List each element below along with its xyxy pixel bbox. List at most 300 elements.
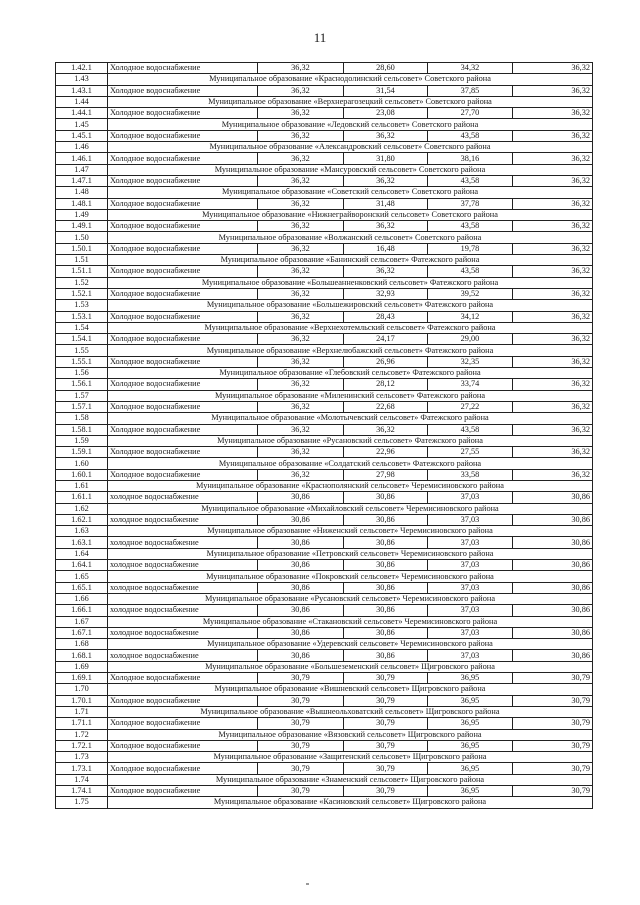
- service-name: холодное водоснабжение: [108, 537, 258, 548]
- tariff-row: [56, 786, 593, 797]
- tariff-value-3: 43,58: [428, 424, 513, 435]
- municipality-title: Муниципальное образование «Александровский сельсовет» Советского района: [108, 142, 593, 153]
- tariff-value-3: 37,03: [428, 582, 513, 593]
- item-number: 1.57.1: [56, 401, 108, 412]
- item-number: 1.72: [56, 729, 108, 740]
- service-name: Холодное водоснабжение: [108, 63, 258, 74]
- tariff-row: [56, 605, 593, 616]
- tariff-value-3: 29,00: [428, 334, 513, 345]
- tariff-value-4: 30,86: [513, 605, 593, 616]
- item-number: 1.56.1: [56, 379, 108, 390]
- tariff-value-2: 28,43: [344, 311, 428, 322]
- municipality-header-row: [56, 480, 593, 491]
- service-name: Холодное водоснабжение: [108, 379, 258, 390]
- tariff-value-1: 36,32: [258, 401, 344, 412]
- service-name: холодное водоснабжение: [108, 582, 258, 593]
- tariff-value-3: 37,03: [428, 605, 513, 616]
- tariff-value-1: 30,86: [258, 582, 344, 593]
- item-number: 1.47: [56, 164, 108, 175]
- tariff-value-1: 30,79: [258, 673, 344, 684]
- tariff-row: [56, 130, 593, 141]
- municipality-title: Муниципальное образование «Большежировский сельсовет» Фатежского района: [108, 300, 593, 311]
- item-number: 1.45: [56, 119, 108, 130]
- item-number: 1.57: [56, 390, 108, 401]
- service-name: Холодное водоснабжение: [108, 175, 258, 186]
- service-name: Холодное водоснабжение: [108, 673, 258, 684]
- tariff-value-3: 36,95: [428, 740, 513, 751]
- tariff-value-4: 36,32: [513, 198, 593, 209]
- tariff-value-4: 36,32: [513, 85, 593, 96]
- municipality-title: Муниципальное образование «Нижнеграйворонский сельсовет» Советского района: [108, 209, 593, 220]
- tariff-value-3: 32,35: [428, 356, 513, 367]
- municipality-header-row: [56, 797, 593, 808]
- tariff-row: [56, 763, 593, 774]
- tariff-value-1: 36,32: [258, 311, 344, 322]
- municipality-title: Муниципальное образование «Ниженский сельсовет» Черемисиновского района: [108, 526, 593, 537]
- tariff-value-1: 30,86: [258, 537, 344, 548]
- tariff-value-2: 36,32: [344, 424, 428, 435]
- municipality-header-row: [56, 345, 593, 356]
- municipality-title: Муниципальное образование «Русановский сельсовет» Черемисиновского района: [108, 593, 593, 604]
- item-number: 1.71.1: [56, 718, 108, 729]
- scan-speck: [306, 883, 309, 885]
- item-number: 1.48: [56, 187, 108, 198]
- tariff-row: [56, 153, 593, 164]
- tariff-value-1: 36,32: [258, 469, 344, 480]
- tariff-row: [56, 198, 593, 209]
- tariff-value-4: 36,32: [513, 469, 593, 480]
- tariff-value-4: 30,86: [513, 627, 593, 638]
- item-number: 1.50.1: [56, 243, 108, 254]
- municipality-title: Муниципальное образование «Покровский сельсовет» Черемисиновского района: [108, 571, 593, 582]
- municipality-title: Муниципальное образование «Верхнелюбажский сельсовет» Фатежского района: [108, 345, 593, 356]
- item-number: 1.74.1: [56, 786, 108, 797]
- municipality-title: Муниципальное образование «Вышнеольховатский сельсовет» Щигровского района: [108, 706, 593, 717]
- tariff-value-1: 36,32: [258, 85, 344, 96]
- tariff-value-1: 36,32: [258, 288, 344, 299]
- tariff-value-4: 36,32: [513, 447, 593, 458]
- service-name: Холодное водоснабжение: [108, 221, 258, 232]
- tariff-value-4: 30,79: [513, 763, 593, 774]
- item-number: 1.62: [56, 503, 108, 514]
- item-number: 1.44.1: [56, 108, 108, 119]
- item-number: 1.42.1: [56, 63, 108, 74]
- municipality-title: Муниципальное образование «Вязовский сельсовет» Щигровского района: [108, 729, 593, 740]
- municipality-header-row: [56, 413, 593, 424]
- tariff-value-3: 27,22: [428, 401, 513, 412]
- service-name: Холодное водоснабжение: [108, 718, 258, 729]
- tariff-value-1: 30,86: [258, 514, 344, 525]
- service-name: Холодное водоснабжение: [108, 356, 258, 367]
- municipality-title: Муниципальное образование «Банинский сельсовет» Фатежского района: [108, 255, 593, 266]
- tariff-value-3: 36,95: [428, 718, 513, 729]
- municipality-title: Муниципальное образование «Михайловский сельсовет» Черемисиновского района: [108, 503, 593, 514]
- tariff-row: [56, 356, 593, 367]
- item-number: 1.68.1: [56, 650, 108, 661]
- tariff-value-3: 37,85: [428, 85, 513, 96]
- item-number: 1.46.1: [56, 153, 108, 164]
- tariff-value-2: 31,80: [344, 153, 428, 164]
- municipality-title: Муниципальное образование «Петровский сельсовет» Черемисиновского района: [108, 548, 593, 559]
- tariff-value-3: 36,95: [428, 786, 513, 797]
- tariff-row: [56, 718, 593, 729]
- item-number: 1.66: [56, 593, 108, 604]
- tariff-value-1: 36,32: [258, 130, 344, 141]
- tariff-value-2: 31,54: [344, 85, 428, 96]
- item-number: 1.69.1: [56, 673, 108, 684]
- item-number: 1.59: [56, 435, 108, 446]
- municipality-title: Муниципальное образование «Солдатский сельсовет» Фатежского района: [108, 458, 593, 469]
- municipality-header-row: [56, 571, 593, 582]
- municipality-title: Муниципальное образование «Защитенский сельсовет» Щигровского района: [108, 752, 593, 763]
- tariff-value-3: 27,70: [428, 108, 513, 119]
- item-number: 1.64.1: [56, 560, 108, 571]
- service-name: Холодное водоснабжение: [108, 401, 258, 412]
- tariff-value-4: 30,86: [513, 650, 593, 661]
- tariff-row: [56, 492, 593, 503]
- municipality-header-row: [56, 616, 593, 627]
- item-number: 1.70: [56, 684, 108, 695]
- item-number: 1.68: [56, 639, 108, 650]
- tariff-value-3: 34,12: [428, 311, 513, 322]
- tariff-value-3: 38,16: [428, 153, 513, 164]
- tariff-value-1: 36,32: [258, 379, 344, 390]
- tariff-value-4: 36,32: [513, 130, 593, 141]
- tariff-row: [56, 266, 593, 277]
- tariff-value-4: 36,32: [513, 266, 593, 277]
- municipality-title: Муниципальное образование «Советский сельсовет» Советского района: [108, 187, 593, 198]
- municipality-header-row: [56, 774, 593, 785]
- tariff-value-4: 36,32: [513, 401, 593, 412]
- tariff-value-4: 30,79: [513, 740, 593, 751]
- municipality-header-row: [56, 639, 593, 650]
- tariff-value-2: 30,79: [344, 763, 428, 774]
- item-number: 1.52.1: [56, 288, 108, 299]
- municipality-header-row: [56, 435, 593, 446]
- tariff-value-1: 36,32: [258, 221, 344, 232]
- tariff-value-4: 36,32: [513, 356, 593, 367]
- item-number: 1.63.1: [56, 537, 108, 548]
- municipality-title: Муниципальное образование «Волжанский сельсовет» Советского района: [108, 232, 593, 243]
- service-name: холодное водоснабжение: [108, 605, 258, 616]
- tariff-value-2: 30,86: [344, 514, 428, 525]
- municipality-header-row: [56, 232, 593, 243]
- tariff-value-3: 43,58: [428, 175, 513, 186]
- municipality-header-row: [56, 96, 593, 107]
- tariff-row: [56, 537, 593, 548]
- tariff-value-2: 30,86: [344, 560, 428, 571]
- municipality-header-row: [56, 187, 593, 198]
- tariff-table-body: [56, 63, 593, 809]
- item-number: 1.65.1: [56, 582, 108, 593]
- municipality-title: Муниципальное образование «Большеанненковский сельсовет» Фатежского района: [108, 277, 593, 288]
- municipality-header-row: [56, 593, 593, 604]
- service-name: холодное водоснабжение: [108, 514, 258, 525]
- service-name: Холодное водоснабжение: [108, 786, 258, 797]
- tariff-value-3: 37,03: [428, 650, 513, 661]
- tariff-value-1: 30,79: [258, 763, 344, 774]
- service-name: Холодное водоснабжение: [108, 130, 258, 141]
- item-number: 1.44: [56, 96, 108, 107]
- tariff-row: [56, 401, 593, 412]
- tariff-value-2: 28,60: [344, 63, 428, 74]
- item-number: 1.43: [56, 74, 108, 85]
- tariff-value-2: 31,48: [344, 198, 428, 209]
- tariff-value-2: 32,93: [344, 288, 428, 299]
- tariff-value-3: 34,32: [428, 63, 513, 74]
- page-number: 11: [313, 30, 327, 45]
- municipality-header-row: [56, 390, 593, 401]
- item-number: 1.52: [56, 277, 108, 288]
- item-number: 1.54: [56, 322, 108, 333]
- item-number: 1.45.1: [56, 130, 108, 141]
- item-number: 1.58.1: [56, 424, 108, 435]
- item-number: 1.61: [56, 480, 108, 491]
- municipality-header-row: [56, 548, 593, 559]
- service-name: Холодное водоснабжение: [108, 243, 258, 254]
- tariff-value-3: 37,03: [428, 560, 513, 571]
- item-number: 1.50: [56, 232, 108, 243]
- tariff-value-2: 22,96: [344, 447, 428, 458]
- tariff-value-2: 16,48: [344, 243, 428, 254]
- tariff-row: [56, 582, 593, 593]
- municipality-title: Муниципальное образование «Миленинский сельсовет» Фатежского района: [108, 390, 593, 401]
- service-name: Холодное водоснабжение: [108, 469, 258, 480]
- item-number: 1.48.1: [56, 198, 108, 209]
- item-number: 1.73: [56, 752, 108, 763]
- item-number: 1.62.1: [56, 514, 108, 525]
- tariff-value-1: 36,32: [258, 356, 344, 367]
- tariff-value-4: 30,79: [513, 786, 593, 797]
- item-number: 1.49: [56, 209, 108, 220]
- tariff-value-2: 30,86: [344, 627, 428, 638]
- tariff-value-3: 43,58: [428, 266, 513, 277]
- tariff-value-2: 26,96: [344, 356, 428, 367]
- item-number: 1.71: [56, 706, 108, 717]
- municipality-header-row: [56, 661, 593, 672]
- municipality-title: Муниципальное образование «Знаменский сельсовет» Щигровского района: [108, 774, 593, 785]
- tariff-value-1: 30,86: [258, 560, 344, 571]
- service-name: холодное водоснабжение: [108, 560, 258, 571]
- municipality-title: Муниципальное образование «Ледовский сельсовет» Советского района: [108, 119, 593, 130]
- tariff-value-4: 30,86: [513, 514, 593, 525]
- tariff-value-1: 30,86: [258, 605, 344, 616]
- municipality-header-row: [56, 164, 593, 175]
- tariff-row: [56, 560, 593, 571]
- item-number: 1.55.1: [56, 356, 108, 367]
- service-name: холодное водоснабжение: [108, 650, 258, 661]
- tariff-value-3: 37,03: [428, 627, 513, 638]
- tariff-value-1: 30,79: [258, 718, 344, 729]
- tariff-row: [56, 243, 593, 254]
- tariff-value-4: 30,86: [513, 492, 593, 503]
- municipality-title: Муниципальное образование «Вишневский сельсовет» Щигровского района: [108, 684, 593, 695]
- item-number: 1.53.1: [56, 311, 108, 322]
- tariff-value-4: 36,32: [513, 311, 593, 322]
- tariff-value-4: 36,32: [513, 288, 593, 299]
- municipality-header-row: [56, 526, 593, 537]
- tariff-value-4: 30,86: [513, 582, 593, 593]
- tariff-row: [56, 650, 593, 661]
- item-number: 1.73.1: [56, 763, 108, 774]
- municipality-title: Муниципальное образование «Касиновский сельсовет» Щигровского района: [108, 797, 593, 808]
- tariff-row: [56, 514, 593, 525]
- item-number: 1.75: [56, 797, 108, 808]
- tariff-row: [56, 221, 593, 232]
- item-number: 1.60.1: [56, 469, 108, 480]
- service-name: Холодное водоснабжение: [108, 763, 258, 774]
- municipality-title: Муниципальное образование «Молотычевский сельсовет» Фатежского района: [108, 413, 593, 424]
- item-number: 1.55: [56, 345, 108, 356]
- tariff-value-1: 30,86: [258, 650, 344, 661]
- tariff-value-1: 30,86: [258, 627, 344, 638]
- tariff-value-2: 30,79: [344, 786, 428, 797]
- tariff-row: [56, 85, 593, 96]
- service-name: холодное водоснабжение: [108, 492, 258, 503]
- municipality-header-row: [56, 368, 593, 379]
- service-name: Холодное водоснабжение: [108, 334, 258, 345]
- tariff-value-2: 24,17: [344, 334, 428, 345]
- service-name: Холодное водоснабжение: [108, 424, 258, 435]
- tariff-value-4: 36,32: [513, 221, 593, 232]
- item-number: 1.54.1: [56, 334, 108, 345]
- tariff-value-2: 30,86: [344, 650, 428, 661]
- tariff-value-3: 27,55: [428, 447, 513, 458]
- municipality-header-row: [56, 458, 593, 469]
- tariff-value-2: 30,79: [344, 673, 428, 684]
- item-number: 1.53: [56, 300, 108, 311]
- tariff-value-3: 19,78: [428, 243, 513, 254]
- service-name: Холодное водоснабжение: [108, 740, 258, 751]
- tariff-value-2: 30,86: [344, 605, 428, 616]
- tariff-value-3: 33,74: [428, 379, 513, 390]
- item-number: 1.60: [56, 458, 108, 469]
- tariff-value-4: 30,86: [513, 560, 593, 571]
- item-number: 1.51: [56, 255, 108, 266]
- tariff-value-2: 30,79: [344, 695, 428, 706]
- tariff-row: [56, 334, 593, 345]
- municipality-title: Муниципальное образование «Верхнерагозецкий сельсовет» Советского района: [108, 96, 593, 107]
- municipality-header-row: [56, 142, 593, 153]
- service-name: Холодное водоснабжение: [108, 153, 258, 164]
- item-number: 1.63: [56, 526, 108, 537]
- tariff-value-4: 30,79: [513, 695, 593, 706]
- tariff-value-1: 36,32: [258, 108, 344, 119]
- tariff-value-3: 36,95: [428, 673, 513, 684]
- tariff-row: [56, 447, 593, 458]
- tariff-value-4: 36,32: [513, 243, 593, 254]
- tariff-value-1: 30,79: [258, 740, 344, 751]
- tariff-value-2: 23,08: [344, 108, 428, 119]
- municipality-title: Муниципальное образование «Глебовский сельсовет» Фатежского района: [108, 368, 593, 379]
- municipality-header-row: [56, 684, 593, 695]
- tariff-value-2: 27,98: [344, 469, 428, 480]
- tariff-value-2: 22,68: [344, 401, 428, 412]
- item-number: 1.72.1: [56, 740, 108, 751]
- tariff-value-1: 36,32: [258, 266, 344, 277]
- tariff-value-1: 30,86: [258, 492, 344, 503]
- tariff-row: [56, 695, 593, 706]
- municipality-header-row: [56, 752, 593, 763]
- tariff-value-4: 36,32: [513, 334, 593, 345]
- tariff-value-4: 30,86: [513, 537, 593, 548]
- tariff-row: [56, 379, 593, 390]
- tariff-value-2: 36,32: [344, 266, 428, 277]
- tariff-value-2: 30,79: [344, 740, 428, 751]
- service-name: Холодное водоснабжение: [108, 85, 258, 96]
- item-number: 1.67.1: [56, 627, 108, 638]
- tariff-value-2: 36,32: [344, 221, 428, 232]
- item-number: 1.61.1: [56, 492, 108, 503]
- service-name: холодное водоснабжение: [108, 627, 258, 638]
- municipality-title: Муниципальное образование «Верхнехотемльский сельсовет» Фатежского района: [108, 322, 593, 333]
- item-number: 1.74: [56, 774, 108, 785]
- municipality-title: Муниципальное образование «Мансуровский сельсовет» Советского района: [108, 164, 593, 175]
- tariff-row: [56, 311, 593, 322]
- tariff-row: [56, 288, 593, 299]
- municipality-header-row: [56, 503, 593, 514]
- service-name: Холодное водоснабжение: [108, 447, 258, 458]
- tariff-value-4: 30,79: [513, 718, 593, 729]
- tariff-value-4: 36,32: [513, 63, 593, 74]
- municipality-header-row: [56, 209, 593, 220]
- service-name: Холодное водоснабжение: [108, 695, 258, 706]
- tariff-value-1: 36,32: [258, 447, 344, 458]
- tariff-row: [56, 469, 593, 480]
- tariff-value-2: 30,79: [344, 718, 428, 729]
- tariff-row: [56, 108, 593, 119]
- tariff-table: [55, 62, 593, 809]
- item-number: 1.49.1: [56, 221, 108, 232]
- tariff-value-3: 37,03: [428, 537, 513, 548]
- tariff-value-4: 36,32: [513, 153, 593, 164]
- municipality-header-row: [56, 729, 593, 740]
- item-number: 1.67: [56, 616, 108, 627]
- municipality-title: Муниципальное образование «Большеземенский сельсовет» Щигровского района: [108, 661, 593, 672]
- tariff-row: [56, 175, 593, 186]
- tariff-value-3: 36,95: [428, 763, 513, 774]
- tariff-row: [56, 627, 593, 638]
- tariff-value-3: 36,95: [428, 695, 513, 706]
- tariff-value-2: 30,86: [344, 582, 428, 593]
- item-number: 1.59.1: [56, 447, 108, 458]
- item-number: 1.43.1: [56, 85, 108, 96]
- item-number: 1.51.1: [56, 266, 108, 277]
- municipality-header-row: [56, 255, 593, 266]
- item-number: 1.70.1: [56, 695, 108, 706]
- municipality-header-row: [56, 74, 593, 85]
- tariff-value-3: 37,78: [428, 198, 513, 209]
- tariff-value-4: 30,79: [513, 673, 593, 684]
- tariff-value-2: 28,12: [344, 379, 428, 390]
- municipality-title: Муниципальное образование «Краснодолинский сельсовет» Советского района: [108, 74, 593, 85]
- service-name: Холодное водоснабжение: [108, 288, 258, 299]
- municipality-header-row: [56, 706, 593, 717]
- tariff-value-1: 36,32: [258, 175, 344, 186]
- municipality-header-row: [56, 322, 593, 333]
- item-number: 1.64: [56, 548, 108, 559]
- tariff-value-1: 36,32: [258, 243, 344, 254]
- item-number: 1.56: [56, 368, 108, 379]
- tariff-value-2: 30,86: [344, 492, 428, 503]
- municipality-header-row: [56, 277, 593, 288]
- tariff-value-3: 37,03: [428, 514, 513, 525]
- item-number: 1.65: [56, 571, 108, 582]
- tariff-value-3: 43,58: [428, 130, 513, 141]
- tariff-value-3: 37,03: [428, 492, 513, 503]
- service-name: Холодное водоснабжение: [108, 108, 258, 119]
- tariff-value-1: 36,32: [258, 334, 344, 345]
